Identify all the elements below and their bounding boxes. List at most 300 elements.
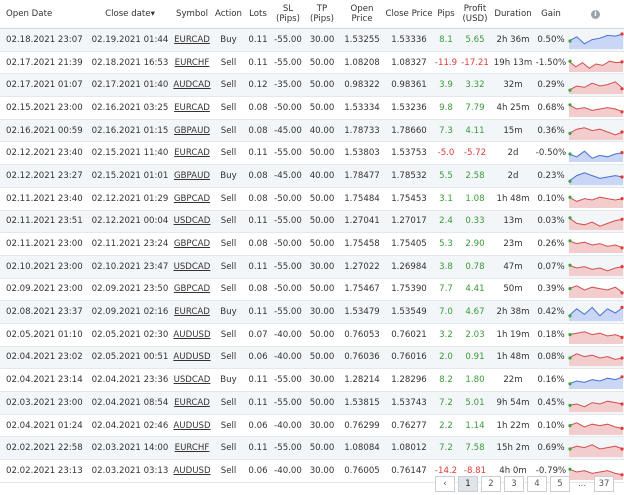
- lots-cell: 0.11: [245, 392, 271, 415]
- close-date-cell: 02.03.2021 14:00: [88, 437, 172, 460]
- symbol-cell: [172, 74, 212, 97]
- sparkline-start-marker: [568, 263, 571, 266]
- lots-cell: 0.06: [245, 346, 271, 369]
- sparkline-area: [569, 377, 623, 389]
- sl-cell: -40.00: [271, 323, 305, 346]
- tp-cell: 50.00: [305, 323, 339, 346]
- sparkline-cell: [567, 346, 624, 369]
- gain-cell: 0.39%: [535, 278, 567, 301]
- sparkline-cell: [567, 278, 624, 301]
- close-price-cell: 1.78532: [385, 165, 433, 188]
- sparkline-end-marker: [620, 426, 623, 429]
- open-date-cell: 02.15.2021 23:00: [0, 97, 88, 120]
- pips-cell: 7.2: [433, 392, 459, 415]
- sl-cell: -55.00: [271, 51, 305, 74]
- sparkline-start-marker: [568, 131, 571, 134]
- open-price-cell: 0.76299: [339, 414, 385, 437]
- symbol-link[interactable]: EURCAD: [174, 102, 210, 113]
- sl-cell: -40.00: [271, 460, 305, 483]
- equity-sparkline: [568, 212, 624, 230]
- close-price-cell: 0.76016: [385, 346, 433, 369]
- table-row: [0, 323, 624, 346]
- close-price-cell: 1.08012: [385, 437, 433, 460]
- open-date-cell: 02.17.2021 01:07: [0, 74, 88, 97]
- pips-cell: 3.9: [433, 74, 459, 97]
- sparkline-end-marker: [620, 357, 623, 360]
- col-open-date[interactable]: Open Date: [0, 0, 88, 29]
- table-row: [0, 51, 624, 74]
- table-row: [0, 74, 624, 97]
- sparkline-area: [569, 105, 623, 117]
- duration-cell: 15h 2m: [491, 437, 535, 460]
- table-row: [0, 278, 624, 301]
- col-chart: [567, 0, 624, 29]
- action-cell: Sell: [212, 233, 245, 256]
- symbol-link[interactable]: EURCHF: [174, 443, 210, 454]
- duration-cell: 19h 13m: [491, 51, 535, 74]
- close-date-cell: 02.19.2021 01:44: [88, 29, 172, 52]
- action-cell: Buy: [212, 29, 245, 52]
- duration-cell: 32m: [491, 74, 535, 97]
- lots-cell: 0.11: [245, 301, 271, 324]
- profit-cell: 4.67: [459, 301, 491, 324]
- tp-cell: 30.00: [305, 460, 339, 483]
- pips-cell: 7.7: [433, 278, 459, 301]
- symbol-link[interactable]: GBPAUD: [174, 125, 210, 136]
- profit-cell: 0.91: [459, 346, 491, 369]
- close-price-cell: 1.28296: [385, 369, 433, 392]
- duration-cell: 23m: [491, 233, 535, 256]
- table-row: [0, 210, 624, 233]
- sparkline-end-marker: [620, 218, 623, 221]
- lots-cell: 0.11: [245, 142, 271, 165]
- symbol-cell: [172, 369, 212, 392]
- sl-cell: -45.00: [271, 165, 305, 188]
- sparkline-cell: [567, 142, 624, 165]
- symbol-link[interactable]: AUDUSD: [173, 465, 211, 476]
- open-price-cell: 1.75458: [339, 233, 385, 256]
- symbol-cell: [172, 165, 212, 188]
- action-cell: Sell: [212, 142, 245, 165]
- sparkline-start-marker: [568, 217, 571, 220]
- action-cell: Buy: [212, 369, 245, 392]
- open-price-cell: 1.08208: [339, 51, 385, 74]
- sl-cell: -45.00: [271, 119, 305, 142]
- equity-sparkline: [568, 394, 624, 412]
- open-price-cell: 0.76036: [339, 346, 385, 369]
- open-price-cell: 1.75484: [339, 187, 385, 210]
- symbol-link[interactable]: EURCAD: [174, 397, 210, 408]
- equity-sparkline: [568, 99, 624, 117]
- profit-cell: 3.32: [459, 74, 491, 97]
- symbol-link[interactable]: AUDCAD: [173, 80, 211, 91]
- sparkline-end-marker: [620, 473, 623, 476]
- open-date-cell: 02.10.2021 23:00: [0, 255, 88, 278]
- close-date-cell: 02.04.2021 02:46: [88, 414, 172, 437]
- close-price-cell: 1.75390: [385, 278, 433, 301]
- equity-sparkline: [568, 326, 624, 344]
- action-cell: Sell: [212, 414, 245, 437]
- sparkline-cell: [567, 97, 624, 120]
- pips-cell: 8.2: [433, 369, 459, 392]
- pagination-ellipsis: ...: [577, 479, 587, 489]
- sparkline-start-marker: [568, 195, 571, 198]
- table-row: [0, 255, 624, 278]
- col-close-date-label: Close date: [105, 9, 151, 19]
- lots-cell: 0.06: [245, 460, 271, 483]
- open-date-cell: 02.12.2021 23:27: [0, 165, 88, 188]
- tp-cell: 40.00: [305, 119, 339, 142]
- sl-cell: -55.00: [271, 301, 305, 324]
- col-action[interactable]: Action: [212, 0, 245, 29]
- open-price-cell: 1.53479: [339, 301, 385, 324]
- symbol-cell: [172, 51, 212, 74]
- sl-cell: -55.00: [271, 255, 305, 278]
- open-price-cell: 1.53255: [339, 29, 385, 52]
- symbol-link[interactable]: USDCAD: [173, 375, 211, 386]
- gain-cell: 0.07%: [535, 255, 567, 278]
- prev-page-button[interactable]: ‹: [435, 476, 455, 492]
- sparkline-start-marker: [568, 424, 571, 427]
- open-date-cell: 02.02.2021 22:58: [0, 437, 88, 460]
- close-date-cell: 02.16.2021 03:25: [88, 97, 172, 120]
- profit-cell: 2.03: [459, 323, 491, 346]
- symbol-link[interactable]: GBPCAD: [173, 239, 211, 250]
- close-date-cell: 02.11.2021 23:24: [88, 233, 172, 256]
- col-close-date[interactable]: [88, 0, 172, 29]
- col-open-price[interactable]: Open Price: [339, 0, 385, 29]
- action-cell: Sell: [212, 51, 245, 74]
- action-cell: Sell: [212, 255, 245, 278]
- col-sl[interactable]: SL (Pips): [271, 0, 305, 29]
- pips-cell: 3.8: [433, 255, 459, 278]
- symbol-cell: [172, 437, 212, 460]
- open-date-cell: 02.08.2021 23:37: [0, 301, 88, 324]
- open-price-cell: 0.76053: [339, 323, 385, 346]
- action-cell: Sell: [212, 210, 245, 233]
- page-button-2[interactable]: 2: [481, 476, 501, 492]
- sparkline-end-marker: [620, 265, 623, 268]
- sparkline-end-marker: [620, 402, 623, 405]
- pips-cell: 7.3: [433, 119, 459, 142]
- equity-sparkline: [568, 31, 624, 49]
- close-date-cell: 02.12.2021 01:29: [88, 187, 172, 210]
- sparkline-area: [569, 354, 623, 366]
- sparkline-area: [569, 241, 623, 253]
- sl-cell: -50.00: [271, 233, 305, 256]
- sparkline-area: [569, 265, 623, 276]
- close-date-cell: 02.10.2021 23:47: [88, 255, 172, 278]
- sparkline-cell: [567, 210, 624, 233]
- lots-cell: 0.11: [245, 255, 271, 278]
- close-price-cell: 1.26984: [385, 255, 433, 278]
- gain-cell: 0.03%: [535, 210, 567, 233]
- gain-cell: 0.23%: [535, 165, 567, 188]
- close-price-cell: 1.75405: [385, 233, 433, 256]
- open-date-cell: 02.02.2021 23:13: [0, 460, 88, 483]
- symbol-link[interactable]: AUDUSD: [173, 329, 211, 340]
- profit-cell: 1.80: [459, 369, 491, 392]
- equity-sparkline: [568, 280, 624, 298]
- col-pips[interactable]: Pips: [433, 0, 459, 29]
- page-button-4[interactable]: 4: [527, 476, 547, 492]
- close-date-cell: 02.09.2021 23:50: [88, 278, 172, 301]
- page-button-3[interactable]: 3: [504, 476, 524, 492]
- sparkline-cell: [567, 74, 624, 97]
- sparkline-cell: [567, 255, 624, 278]
- gain-cell: 0.26%: [535, 233, 567, 256]
- open-price-cell: 0.98322: [339, 74, 385, 97]
- close-price-cell: 1.53236: [385, 97, 433, 120]
- symbol-cell: [172, 29, 212, 52]
- open-date-cell: 02.18.2021 23:07: [0, 29, 88, 52]
- symbol-cell: [172, 119, 212, 142]
- open-price-cell: 1.28214: [339, 369, 385, 392]
- sparkline-cell: [567, 165, 624, 188]
- table-row: [0, 119, 624, 142]
- gain-cell: 0.08%: [535, 346, 567, 369]
- close-price-cell: 1.53336: [385, 29, 433, 52]
- sparkline-end-marker: [620, 375, 623, 378]
- gain-cell: 0.45%: [535, 392, 567, 415]
- action-cell: Sell: [212, 187, 245, 210]
- page-button-5[interactable]: 5: [550, 476, 570, 492]
- open-price-cell: 1.78733: [339, 119, 385, 142]
- gain-cell: 0.18%: [535, 323, 567, 346]
- pips-cell: 7.2: [433, 437, 459, 460]
- action-cell: Sell: [212, 74, 245, 97]
- lots-cell: 0.08: [245, 187, 271, 210]
- col-close-price[interactable]: Close Price: [385, 0, 433, 29]
- sparkline-end-marker: [620, 110, 623, 113]
- info-icon[interactable]: i: [591, 10, 600, 19]
- sparkline-start-marker: [568, 404, 571, 407]
- pips-cell: -14.2: [433, 460, 459, 483]
- col-gain[interactable]: Gain: [535, 0, 567, 29]
- lots-cell: 0.12: [245, 74, 271, 97]
- close-date-cell: 02.15.2021 11:40: [88, 142, 172, 165]
- sparkline-start-marker: [568, 357, 571, 360]
- symbol-cell: [172, 278, 212, 301]
- symbol-cell: [172, 233, 212, 256]
- close-date-cell: 02.05.2021 00:51: [88, 346, 172, 369]
- sparkline-cell: [567, 301, 624, 324]
- sparkline-end-marker: [620, 87, 623, 90]
- symbol-link[interactable]: AUDUSD: [173, 420, 211, 431]
- sparkline-end-marker: [620, 151, 623, 154]
- pips-cell: 2.4: [433, 210, 459, 233]
- close-date-cell: 02.04.2021 08:54: [88, 392, 172, 415]
- sparkline-cell: [567, 323, 624, 346]
- lots-cell: 0.08: [245, 97, 271, 120]
- sparkline-start-marker: [568, 59, 571, 62]
- table-row: [0, 346, 624, 369]
- header-row: [0, 0, 624, 29]
- sort-desc-icon: ▾: [150, 9, 155, 19]
- pips-cell: -5.0: [433, 142, 459, 165]
- duration-cell: 47m: [491, 255, 535, 278]
- close-date-cell: 02.04.2021 23:36: [88, 369, 172, 392]
- duration-cell: 1h 48m: [491, 346, 535, 369]
- profit-cell: 2.90: [459, 233, 491, 256]
- col-profit[interactable]: Profit (USD): [459, 0, 491, 29]
- duration-cell: 2d: [491, 142, 535, 165]
- sparkline-start-marker: [568, 314, 571, 317]
- col-duration[interactable]: Duration: [491, 0, 535, 29]
- duration-cell: 22m: [491, 369, 535, 392]
- tp-cell: 50.00: [305, 437, 339, 460]
- duration-cell: 2h 36m: [491, 29, 535, 52]
- duration-cell: 15m: [491, 119, 535, 142]
- duration-cell: 4h 0m: [491, 460, 535, 483]
- profit-cell: 1.08: [459, 187, 491, 210]
- symbol-cell: [172, 460, 212, 483]
- gain-cell: 0.29%: [535, 74, 567, 97]
- pips-cell: 3.1: [433, 187, 459, 210]
- sparkline-cell: [567, 233, 624, 256]
- symbol-link[interactable]: GBPCAD: [173, 284, 211, 295]
- sparkline-cell: [567, 369, 624, 392]
- symbol-link[interactable]: GBPCAD: [173, 193, 211, 204]
- page-button-last[interactable]: 37: [594, 476, 614, 492]
- col-symbol[interactable]: Symbol: [172, 0, 212, 29]
- sparkline-cell: [567, 392, 624, 415]
- equity-sparkline: [568, 54, 624, 72]
- gain-cell: 0.10%: [535, 414, 567, 437]
- close-price-cell: 1.75453: [385, 187, 433, 210]
- close-date-cell: 02.16.2021 01:15: [88, 119, 172, 142]
- sparkline-cell: [567, 51, 624, 74]
- tp-cell: 50.00: [305, 392, 339, 415]
- sparkline-end-marker: [620, 197, 623, 200]
- symbol-link[interactable]: USDCAD: [173, 261, 211, 272]
- sparkline-end-marker: [620, 448, 623, 451]
- profit-cell: -17.21: [459, 51, 491, 74]
- profit-cell: -8.81: [459, 460, 491, 483]
- tp-cell: 50.00: [305, 51, 339, 74]
- profit-cell: 5.01: [459, 392, 491, 415]
- action-cell: Sell: [212, 323, 245, 346]
- tp-cell: 30.00: [305, 369, 339, 392]
- profit-cell: 7.79: [459, 97, 491, 120]
- open-date-cell: 02.03.2021 23:00: [0, 392, 88, 415]
- sl-cell: -50.00: [271, 278, 305, 301]
- page-button-1[interactable]: 1: [458, 476, 478, 492]
- profit-cell: 7.58: [459, 437, 491, 460]
- table-row: [0, 369, 624, 392]
- lots-cell: 0.07: [245, 323, 271, 346]
- sparkline-end-marker: [620, 336, 623, 339]
- symbol-link[interactable]: GBPAUD: [174, 170, 210, 181]
- equity-sparkline: [568, 144, 624, 162]
- lots-cell: 0.11: [245, 437, 271, 460]
- tp-cell: 50.00: [305, 278, 339, 301]
- duration-cell: 2h 38m: [491, 301, 535, 324]
- sparkline-cell: [567, 414, 624, 437]
- pips-cell: 3.2: [433, 323, 459, 346]
- symbol-link[interactable]: EURCAD: [174, 34, 210, 45]
- gain-cell: 0.50%: [535, 29, 567, 52]
- tp-cell: 50.00: [305, 74, 339, 97]
- equity-sparkline: [568, 258, 624, 276]
- duration-cell: 2d: [491, 165, 535, 188]
- gain-cell: 0.36%: [535, 119, 567, 142]
- sl-cell: -55.00: [271, 369, 305, 392]
- equity-sparkline: [568, 76, 624, 94]
- profit-cell: 2.58: [459, 165, 491, 188]
- tp-cell: 30.00: [305, 414, 339, 437]
- sparkline-area: [569, 82, 623, 94]
- action-cell: Sell: [212, 392, 245, 415]
- close-price-cell: 1.53753: [385, 142, 433, 165]
- open-price-cell: 1.27041: [339, 210, 385, 233]
- open-date-cell: 02.11.2021 23:00: [0, 233, 88, 256]
- table-row: [0, 414, 624, 437]
- lots-cell: 0.11: [245, 210, 271, 233]
- close-price-cell: 1.78660: [385, 119, 433, 142]
- profit-cell: 0.33: [459, 210, 491, 233]
- duration-cell: 1h 48m: [491, 187, 535, 210]
- action-cell: Buy: [212, 301, 245, 324]
- sparkline-area: [569, 173, 623, 185]
- close-date-cell: 02.05.2021 02:30: [88, 323, 172, 346]
- sparkline-end-marker: [620, 306, 623, 309]
- symbol-cell: [172, 346, 212, 369]
- close-date-cell: 02.15.2021 01:01: [88, 165, 172, 188]
- col-tp[interactable]: TP (Pips): [305, 0, 339, 29]
- gain-cell: 0.16%: [535, 369, 567, 392]
- action-cell: Sell: [212, 119, 245, 142]
- open-price-cell: 1.08084: [339, 437, 385, 460]
- sparkline-end-marker: [620, 60, 623, 63]
- lots-cell: 0.08: [245, 233, 271, 256]
- gain-cell: 0.69%: [535, 437, 567, 460]
- symbol-link[interactable]: AUDUSD: [173, 352, 211, 363]
- lots-cell: 0.11: [245, 369, 271, 392]
- profit-cell: 4.41: [459, 278, 491, 301]
- open-date-cell: 02.05.2021 01:10: [0, 323, 88, 346]
- symbol-cell: [172, 392, 212, 415]
- table-row: [0, 142, 624, 165]
- symbol-cell: [172, 187, 212, 210]
- open-date-cell: 02.11.2021 23:51: [0, 210, 88, 233]
- symbol-link[interactable]: EURCAD: [174, 307, 210, 318]
- symbol-cell: [172, 97, 212, 120]
- pips-cell: 2.2: [433, 414, 459, 437]
- sparkline-cell: [567, 437, 624, 460]
- equity-sparkline: [568, 235, 624, 253]
- close-price-cell: 0.76277: [385, 414, 433, 437]
- table-row: [0, 29, 624, 52]
- symbol-link[interactable]: EURCAD: [174, 148, 210, 159]
- symbol-link[interactable]: USDCAD: [173, 216, 211, 227]
- lots-cell: 0.11: [245, 29, 271, 52]
- symbol-cell: [172, 323, 212, 346]
- pips-cell: 9.8: [433, 97, 459, 120]
- sl-cell: -35.00: [271, 74, 305, 97]
- action-cell: Sell: [212, 278, 245, 301]
- sparkline-start-marker: [568, 448, 571, 451]
- close-price-cell: 0.98361: [385, 74, 433, 97]
- pips-cell: 2.0: [433, 346, 459, 369]
- sl-cell: -40.00: [271, 414, 305, 437]
- tp-cell: 30.00: [305, 29, 339, 52]
- duration-cell: 13m: [491, 210, 535, 233]
- close-price-cell: 1.53743: [385, 392, 433, 415]
- profit-cell: 5.65: [459, 29, 491, 52]
- symbol-link[interactable]: EURCHF: [174, 57, 210, 68]
- col-lots[interactable]: Lots: [245, 0, 271, 29]
